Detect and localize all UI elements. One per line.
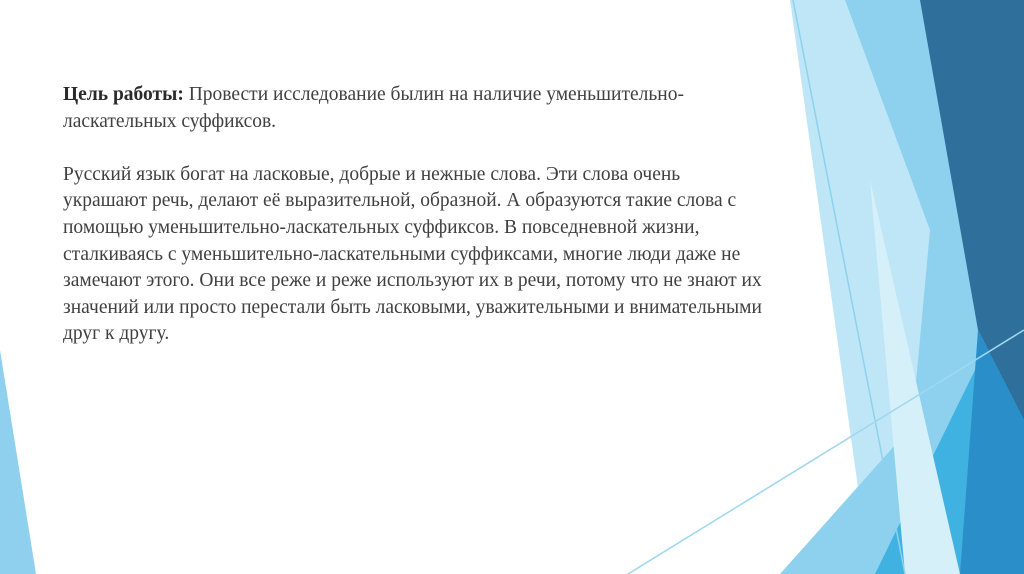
left-edge-shape [0,350,36,574]
body-paragraph: Русский язык богат на ласковые, добрые и нежные слова. Эти слова очень украшают речь, делают её выразительной, образной. А образуются такие слова с помощью уменьшительно-ласкательных суффиксов. В повседневной жизни, сталкиваясь с уменьшительно-ласкательными суффиксами, многие люди даже не замечают этого. Они все реже и реже используют их в речи, потому что не знают их значений или просто перестали быть ласковыми, уважительными и внимательными друг к другу. [63,163,762,345]
goal-label: Цель работы: [63,84,184,105]
goal-text: Провести исследование былин на наличие уменьшительно-ласкательных суффиксов. [63,84,684,132]
slide-content [63,82,763,348]
goal-paragraph [63,82,763,135]
